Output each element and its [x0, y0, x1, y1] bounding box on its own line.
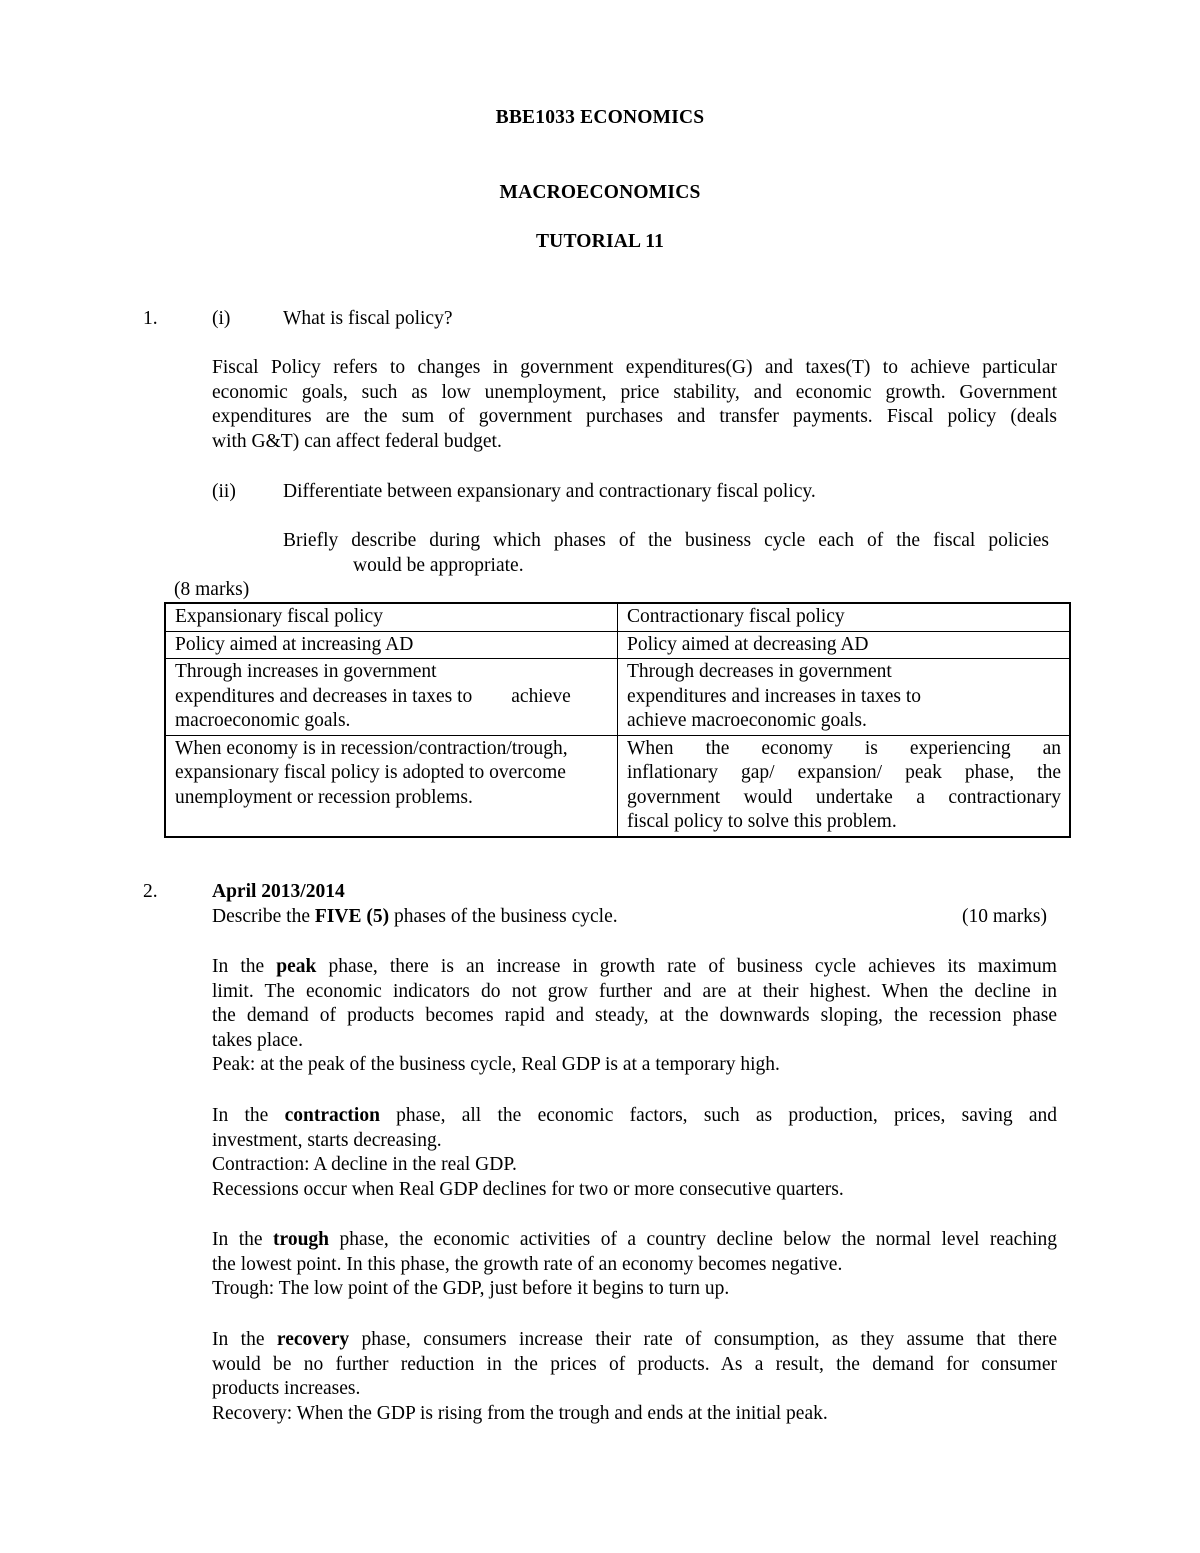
paragraph-line — [212, 1328, 1057, 1353]
cell-line: unemployment or recession problems. — [175, 786, 473, 808]
peak-bold: peak — [276, 956, 317, 977]
contraction-summary: Contraction: A decline in the real GDP. — [212, 1154, 517, 1176]
recovery-bold: recovery — [276, 1329, 350, 1350]
peak-pre: In the — [212, 956, 277, 977]
table-cell: Policy aimed at increasing AD — [165, 631, 618, 659]
paragraph-line — [212, 1228, 1057, 1253]
paragraph-line: investment, starts decreasing. — [212, 1129, 442, 1151]
cell-line: government would undertake a contractionary — [627, 786, 1061, 808]
q1-number: 1. — [143, 308, 158, 329]
trough-summary: Trough: The low point of the GDP, just before it begins to turn up. — [212, 1278, 730, 1300]
cell-line: achieve macroeconomic goals. — [627, 710, 867, 731]
tutorial-title: TUTORIAL 11 — [535, 231, 665, 252]
table-row — [165, 631, 1070, 659]
recovery-summary: Recovery: When the GDP is rising from the trough and ends at the initial peak. — [212, 1402, 828, 1424]
answer-line: with G&T) can affect federal budget. — [212, 430, 502, 452]
trough-pre: In the — [212, 1229, 274, 1250]
trough-paragraph — [212, 1228, 1057, 1302]
cell-line: Through decreases in government — [627, 661, 892, 682]
paragraph-line: limit. The economic indicators do not grow further and are at their highest. When the decline in — [212, 980, 1057, 1002]
cell-line: inflationary gap/ expansion/ peak phase, the — [627, 762, 1061, 783]
paragraph-line — [212, 1104, 1057, 1129]
q1-part-i-question: What is fiscal policy? — [283, 308, 453, 329]
q1-part-ii-question: Differentiate between expansionary and contractionary fiscal policy. — [283, 481, 816, 502]
table-row — [165, 659, 1070, 736]
contraction-line: phase, all the economic factors, such as production, prices, saving and — [379, 1105, 1057, 1126]
subject-title: MACROECONOMICS — [499, 182, 701, 203]
q1-part-ii-subquestion-line2: would be appropriate. — [353, 555, 524, 576]
table-row — [165, 603, 1070, 631]
contraction-paragraph — [212, 1104, 1057, 1202]
paragraph-line: takes place. — [212, 1029, 303, 1051]
peak-paragraph — [212, 955, 1057, 1078]
q1-part-ii-subquestion-line1: Briefly describe during which phases of the business cycle each of the fiscal policies — [283, 530, 1049, 551]
paragraph-line — [212, 955, 1057, 980]
answer-line: Fiscal Policy refers to changes in government expenditures(G) and taxes(T) to achieve particular — [212, 357, 1057, 378]
q2-question-post: phases of the business cycle. — [389, 906, 618, 927]
answer-line: expenditures are the sum of government purchases and transfer payments. Fiscal policy (deals — [212, 406, 1057, 428]
course-title: BBE1033 ECONOMICS — [495, 107, 705, 128]
q2-question-pre: Describe the — [212, 906, 315, 927]
q1-part-i-label: (i) — [212, 308, 231, 329]
cell-line: macroeconomic goals. — [175, 710, 351, 731]
contraction-pre: In the — [212, 1105, 285, 1126]
q2-question — [212, 905, 618, 930]
recovery-line: phase, consumers increase their rate of consumption, as they assume that there — [349, 1329, 1057, 1350]
cell-line: When economy is in recession/contraction/trough, — [175, 737, 568, 759]
cell-line: expenditures and increases in taxes to — [627, 685, 922, 707]
recovery-paragraph — [212, 1328, 1057, 1426]
table-row — [165, 735, 1070, 837]
trough-bold: trough — [273, 1229, 330, 1250]
peak-line: phase, there is an increase in growth rate of business cycle achieves its maximum — [316, 956, 1057, 977]
cell-line: expansionary fiscal policy is adopted to overcome — [175, 762, 566, 783]
paragraph-line: would be no further reduction in the prices of products. As a result, the demand for consumer — [212, 1353, 1057, 1375]
peak-summary: Peak: at the peak of the business cycle, Real GDP is at a temporary high. — [212, 1054, 780, 1076]
paragraph-line: products increases. — [212, 1378, 361, 1400]
recovery-pre: In the — [212, 1329, 277, 1350]
recession-summary: Recessions occur when Real GDP declines for two or more consecutive quarters. — [212, 1178, 844, 1200]
paragraph-line: the lowest point. In this phase, the growth rate of an economy becomes negative. — [212, 1253, 843, 1275]
fiscal-policy-table — [164, 602, 1071, 838]
table-header-expansionary: Expansionary fiscal policy — [165, 603, 618, 631]
q1-marks: (8 marks) — [174, 579, 250, 600]
paragraph-line: the demand of products becomes rapid and steady, at the downwards sloping, the recession phase — [212, 1005, 1057, 1027]
q2-number: 2. — [143, 881, 158, 902]
cell-line: fiscal policy to solve this problem. — [627, 811, 897, 832]
q1-part-i-answer — [212, 356, 1057, 454]
table-cell — [618, 659, 1071, 736]
trough-line: phase, the economic activities of a country decline below the normal level reaching — [329, 1229, 1057, 1250]
q2-exam-session: April 2013/2014 — [212, 881, 345, 902]
table-cell — [165, 659, 618, 736]
cell-line: expenditures and decreases in taxes to achieve — [175, 685, 571, 707]
table-cell — [618, 735, 1071, 837]
table-cell — [165, 735, 618, 837]
table-cell: Policy aimed at decreasing AD — [618, 631, 1071, 659]
answer-line: economic goals, such as low unemployment, price stability, and economic growth. Government — [212, 381, 1057, 403]
table-header-contractionary: Contractionary fiscal policy — [618, 603, 1071, 631]
q1-part-ii-label: (ii) — [212, 481, 236, 502]
cell-line: Through increases in government — [175, 661, 437, 682]
cell-line: When the economy is experiencing an — [627, 737, 1061, 759]
q2-question-bold: FIVE (5) — [314, 906, 390, 927]
contraction-bold: contraction — [284, 1105, 380, 1126]
q2-marks: (10 marks) — [962, 906, 1048, 927]
